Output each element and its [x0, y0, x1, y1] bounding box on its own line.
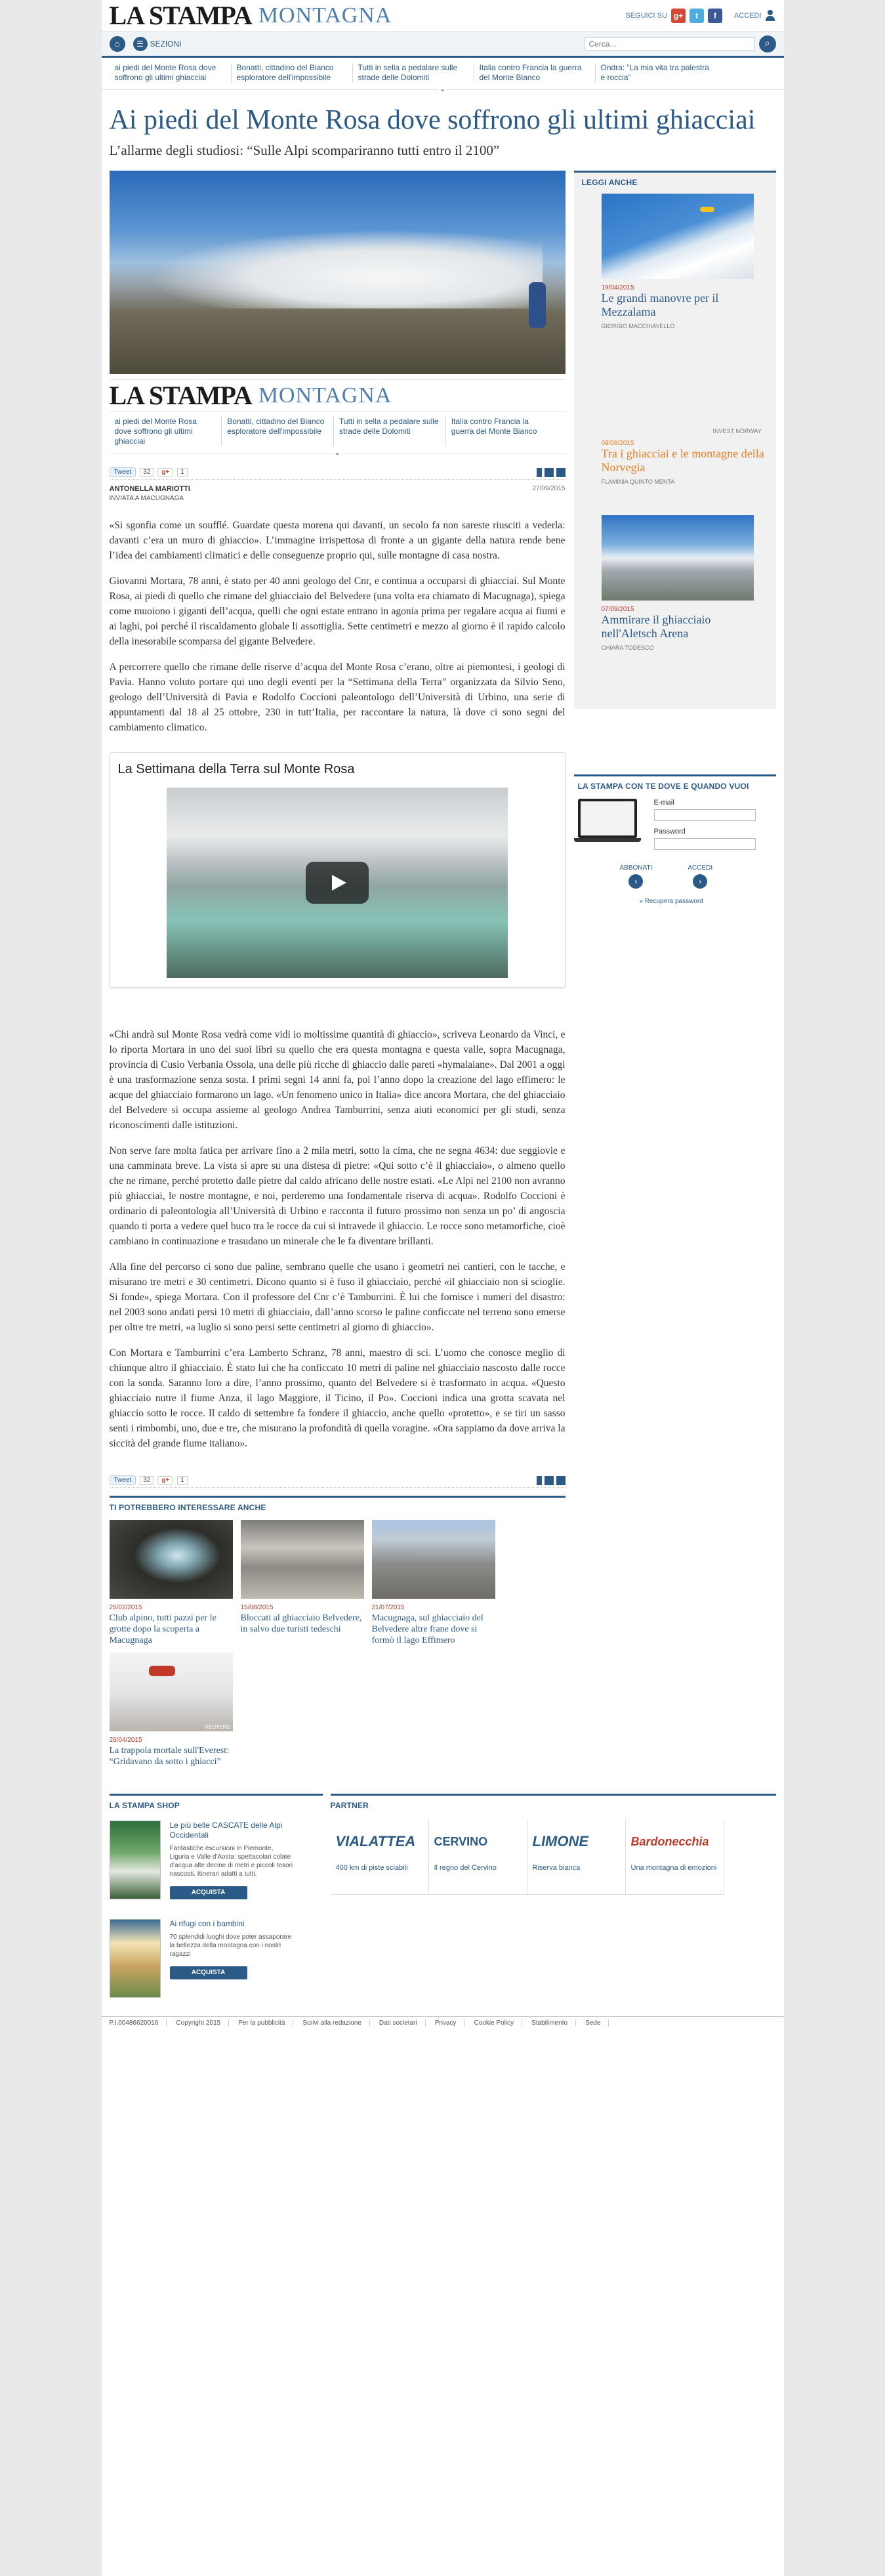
shop-item	[110, 1821, 323, 1899]
video-title: La Settimana della Terra sul Monte Rosa	[117, 762, 355, 776]
related-card[interactable]	[110, 1653, 233, 1767]
chevron-down-icon[interactable]: ⌄	[439, 84, 446, 93]
googleplus-button[interactable]: g+	[157, 1476, 173, 1485]
related-section	[110, 1496, 566, 1767]
leggi-anche-date: 07/09/2015	[601, 606, 634, 613]
googleplus-count: 1	[177, 468, 188, 476]
related-link[interactable]: Club alpino, tutti pazzi per le grotte dopo la scoperta a Macugnaga	[109, 1613, 216, 1645]
tweet-count: 32	[140, 468, 154, 476]
search-bar	[585, 35, 776, 53]
login-label: ACCEDI	[733, 11, 762, 20]
top-strip	[102, 58, 784, 93]
leggi-anche-link[interactable]: Tra i ghiacciai e le montagne della Norvegia	[601, 447, 764, 474]
partner-text[interactable]: Una montagna di emozioni	[630, 1864, 717, 1872]
partner-item[interactable]	[527, 1819, 626, 1895]
accedi-label: ACCEDI	[688, 864, 713, 872]
top-strip-item[interactable]: ai piedi del Monte Rosa dove soffrono gli ultimi ghiacciai	[114, 417, 197, 446]
partner-logo[interactable]: LIMONE	[532, 1833, 589, 1849]
logo[interactable]: LA STAMPA	[109, 1, 252, 30]
leggi-anche-item[interactable]	[582, 194, 768, 329]
top-strip-item[interactable]: ai piedi del Monte Rosa dove soffrono gli ultimi ghiacciai	[114, 63, 216, 82]
top-strip-item[interactable]: Bonatti, cittadino del Bianco esploratore dell'impossibile	[221, 417, 333, 446]
related-date: 26/04/2015	[109, 1737, 142, 1744]
twitter-icon[interactable]: t	[689, 9, 704, 23]
acquista-button[interactable]: ACQUISTA	[170, 1966, 247, 1979]
partner-item[interactable]	[429, 1819, 527, 1895]
password-field[interactable]	[654, 838, 756, 850]
sidebar	[574, 171, 776, 1767]
abbonati-link[interactable]	[620, 864, 653, 889]
main-content	[102, 171, 784, 1767]
top-strip-item[interactable]: Italia contro Francia la guerra del Monte Bianco	[474, 63, 595, 83]
login-form	[578, 799, 772, 856]
share-tools	[537, 1476, 566, 1485]
related-thumb[interactable]	[372, 1520, 495, 1599]
partner-item[interactable]	[626, 1819, 724, 1895]
related-grid	[110, 1520, 566, 1767]
navbar	[102, 32, 784, 58]
leggi-anche-author: FLAMINIA QUINTO MENTA	[601, 478, 675, 485]
follow-label: SEGUICI SU	[625, 11, 667, 20]
play-icon[interactable]	[306, 862, 369, 904]
shop-item-title[interactable]: Ai rifugi con i bambini	[169, 1919, 245, 1928]
partner-logo[interactable]: CERVINO	[434, 1834, 488, 1848]
legal-link[interactable]: Scrivi alla redazione	[302, 2019, 370, 2027]
chevron-down-icon[interactable]: ⌄	[333, 448, 341, 457]
paragraph: Alla fine del percorso ci sono due paline, sembrano quelle che usano i geometri nei cantieri, con le tacche, e misurano tre metri e 30 centimetri. Dicono quanto si è fuso il ghiacciaio, perché «il ghiacciaio non si scioglie. Si fonde», spiega Mortara. Con il professore del Cnr c’è Tamburrini. È lui che fornisce i numeri del disastro: nel 2003 sono andati persi 10 metri di ghiacciaio, dall’anno scorso le paline conficcate nel terreno sono emerse per oltre tre metri, «a luglio si sono persi sette centimetri al giorno di ghiaccio».	[109, 1261, 566, 1333]
masthead	[102, 0, 784, 32]
related-link[interactable]: Macugnaga, sul ghiacciaio del Belvedere altre frane dove si formò il lago Effimero	[371, 1613, 484, 1645]
partner-logo[interactable]: Bardonecchia	[630, 1834, 709, 1848]
shop-item	[110, 1919, 323, 1998]
article-subtitle: L’allarme degli studiosi: “Sulle Alpi scompariranno tutti entro il 2100”	[109, 142, 500, 158]
author-place: INVIATA A MACUGNAGA	[109, 495, 184, 502]
book-cover[interactable]	[110, 1821, 161, 1899]
top-strip-item[interactable]: Italia contro Francia la guerra del Monte Bianco	[445, 417, 558, 446]
password-label: Password	[653, 828, 686, 835]
chevron-right-icon[interactable]: ›	[693, 874, 707, 889]
section-name[interactable]: MONTAGNA	[258, 3, 392, 28]
legal-link[interactable]: Cookie Policy	[474, 2019, 523, 2027]
mail-icon[interactable]	[556, 468, 566, 477]
partner-text[interactable]: Il regno del Cervino	[434, 1864, 497, 1872]
leggi-anche-thumb[interactable]	[602, 515, 754, 601]
book-cover[interactable]	[110, 1919, 161, 1998]
googleplus-button[interactable]: g+	[157, 468, 173, 476]
login-link[interactable]	[734, 10, 776, 22]
login-fields	[654, 799, 756, 856]
leggi-anche-title: LEGGI ANCHE	[581, 178, 638, 187]
user-icon	[764, 10, 776, 22]
leggi-anche-item[interactable]	[582, 428, 768, 485]
logo[interactable]: LA STAMPA	[109, 381, 252, 410]
sections-menu-button[interactable]	[133, 37, 182, 51]
legal-link[interactable]: Stabilimento	[531, 2019, 576, 2027]
recover-password-link[interactable]: » Recupera password	[639, 898, 703, 905]
page	[102, 0, 784, 2576]
login-box	[574, 774, 776, 912]
email-label: E-mail	[653, 799, 674, 807]
shop-item-desc: 70 splendidi luoghi dove poter assaporare la bellezza della montagna con i nostri ragazzi	[169, 1933, 292, 1958]
shop-item-title[interactable]: Le più belle CASCATE delle Alpi Occidentali	[169, 1821, 283, 1840]
tweet-button[interactable]: Tweet	[110, 1475, 136, 1485]
share-tools	[537, 468, 566, 477]
follow-bar	[625, 9, 775, 23]
hero-image	[110, 171, 566, 374]
top-strip-item[interactable]: Ondra: “La mia vita tra palestra e roccia”	[595, 63, 716, 83]
related-link[interactable]: La trappola mortale sull'Everest: “Gridavano da sotto i ghiacci”	[109, 1746, 230, 1767]
leggi-anche-link[interactable]: Le grandi manovre per il Mezzalama	[601, 291, 719, 318]
related-date: 15/08/2015	[240, 1604, 274, 1611]
share-bar-bottom	[110, 1473, 566, 1488]
photo-credit: REUTERS	[205, 1724, 230, 1730]
related-date: 25/02/2015	[109, 1604, 142, 1611]
legal-link[interactable]: Per la pubblicità	[238, 2019, 293, 2027]
legal-link[interactable]: Sede	[585, 2019, 609, 2027]
footer-area	[102, 1794, 784, 1998]
shop-box	[110, 1794, 323, 1998]
section-name[interactable]: MONTAGNA	[258, 383, 392, 408]
googleplus-icon[interactable]: g+	[671, 9, 686, 23]
related-thumb[interactable]	[110, 1520, 233, 1599]
video-box	[110, 752, 566, 988]
shop-title: LA STAMPA SHOP	[109, 1801, 180, 1810]
sticky-top-strip	[110, 412, 566, 457]
sticky-masthead	[110, 380, 566, 412]
related-card[interactable]	[241, 1520, 364, 1646]
acquista-button[interactable]: ACQUISTA	[170, 1886, 247, 1899]
share-pill[interactable]	[537, 1476, 542, 1485]
top-strip-item[interactable]: Bonatti, cittadino del Bianco esploratore dell'impossibile	[231, 63, 352, 83]
leggi-anche-date: 09/08/2015	[601, 440, 634, 447]
sticky-header	[109, 379, 566, 457]
share-bar-top	[110, 465, 566, 480]
video-player[interactable]	[167, 788, 508, 978]
shop-item-desc: Fantastiche escursioni in Piemonte, Liguria e Valle d'Aosta: spettacolari colate d'acqua alte decine di metri e piccoli tesori nascosti. Itinerari adatti a tutti.	[169, 1845, 293, 1878]
search-input[interactable]	[585, 37, 755, 51]
article-column	[110, 171, 566, 1767]
search-icon[interactable]: ⌕	[759, 35, 776, 53]
partner-item[interactable]	[331, 1819, 429, 1895]
share-pill[interactable]	[537, 468, 542, 477]
related-link[interactable]: Bloccati al ghiacciaio Belvedere, in salvo due turisti tedeschi	[240, 1613, 362, 1634]
partner-title: PARTNER	[330, 1801, 369, 1810]
leggi-anche-author: GIORGIO MACCHIAVELLO	[601, 323, 675, 329]
paragraph: Con Mortara e Tamburrini c’era Lamberto Schranz, 78 anni, maestro di sci. L’uomo che conosce meglio di chiunque altro il ghiacciaio. È stato lui che ha conficcato 10 metri di paline nel ghiacciaio nascosto dalle rocce con la sonda. Saranno loro a dire, l’anno prossimo, quanto del Belvedere si è trasformato in acqua. «Questo ghiacciaio nutre il fiume Anza, il lago Maggiore, il Ticino, il Po». Coccioni indica una grotta scavata nel ghiaccio sotto le rocce. Il caldo di settembre fa fondere il ghiaccio, anche quello «protetto», e se tiri un sasso senti i rimbombi, uno, due e tre, che misurano la profondità di quella voragine. «Ora sappiamo da dove arriva la siccità del grande fiume italiano».	[109, 1347, 566, 1449]
menu-label: SEZIONI	[150, 39, 182, 49]
leggi-anche-thumb[interactable]	[602, 194, 754, 279]
googleplus-count: 1	[177, 1476, 188, 1485]
home-icon[interactable]: ⌂	[110, 36, 125, 52]
print-icon[interactable]	[545, 1476, 554, 1485]
top-strip-item[interactable]: Tutti in sella a pedalare sulle strade delle Dolomiti	[352, 63, 474, 83]
chevron-right-icon[interactable]: ›	[628, 874, 643, 889]
legal-footer	[102, 2016, 784, 2029]
article-body-continued	[110, 1027, 566, 1451]
partner-text[interactable]: Riserva bianca	[532, 1864, 581, 1872]
author-name[interactable]: ANTONELLA MARIOTTI	[109, 485, 190, 493]
related-title: TI POTREBBERO INTERESSARE ANCHE	[109, 1503, 266, 1512]
leggi-anche-date: 19/04/2015	[601, 284, 634, 291]
leggi-anche-box	[574, 171, 776, 709]
article-body	[110, 518, 566, 735]
related-date: 21/07/2015	[371, 1604, 405, 1611]
article-title: Ai piedi del Monte Rosa dove soffrono gli ultimi ghiacciai	[109, 105, 756, 135]
print-icon[interactable]	[545, 468, 554, 477]
publish-date: 27/09/2015	[532, 485, 566, 492]
byline	[110, 480, 566, 502]
paragraph: Giovanni Mortara, 78 anni, è stato per 40 anni geologo del Cnr, e continua a occuparsi di ghiacciai. Sul Monte Rosa, ai piedi di quello che rimane del ghiacciaio del Belvedere (una volta era chiamato di Macugnaga), spiega come muoiono i giganti dell’acqua, quelli che ogni estate entrano in agonia prima per regalare acqua ai fiumi e ai laghi, poi perché il riscaldamento globale li assottiglia. Sette centimetri e mezzo al giorno è il rapido calcolo della inesorabile scomparsa del gigante Belvedere.	[109, 576, 566, 647]
partner-logo[interactable]: VIALATTEA	[335, 1833, 416, 1849]
leggi-anche-author: CHIARA TODESCO	[601, 644, 654, 651]
menu-icon: ☰	[133, 37, 148, 51]
legal-link[interactable]: Dati societari	[379, 2019, 426, 2027]
abbonati-label: ABBONATI	[619, 864, 653, 872]
paragraph: Non serve fare molta fatica per arrivare fino a 2 mila metri, sotto la cima, che ne segna 4634: due seggiovie e una camminata breve. La vista si apre su una distesa di pietre: «Qui sotto c’è il ghiacciaio», o almeno quello che ne rimane, perché protetto dalle pietre dal caldo africano delle nostre estati. «Le Alpi nel 2100 non avranno più ghiacciai, le nostre montagne, e noi, perderemo una fondamentale riserva di acqua». Rodolfo Coccioni è ordinario di paleontologia all’Università di Urbino e racconta il futuro prossimo non senza un po’ di angoscia quando ti porta a vedere quel buco tra le rocce da cui si intravede il ghiaccio. Le rocce sono metamorfiche, cioè cambiano in continuazione e trasudano un minerale che le fa diventare brillanti.	[109, 1145, 566, 1247]
leggi-anche-item[interactable]	[582, 515, 768, 651]
login-box-title: LA STAMPA CON TE DOVE E QUANDO VUOI	[577, 782, 749, 791]
device-illustration	[578, 799, 644, 850]
partner-grid	[331, 1819, 776, 1895]
email-field[interactable]	[654, 809, 756, 821]
related-thumb[interactable]	[110, 1653, 233, 1731]
accedi-link[interactable]	[688, 864, 712, 889]
related-thumb[interactable]	[241, 1520, 364, 1599]
partner-text[interactable]: 400 km di piste sciabili	[335, 1864, 408, 1872]
partner-box	[331, 1794, 776, 1998]
tweet-button[interactable]: Tweet	[110, 467, 136, 477]
leggi-anche-link[interactable]: Ammirare il ghiacciaio nell'Aletsch Arena	[601, 613, 711, 640]
legal-item: P.I.00486620016	[110, 2019, 167, 2027]
paragraph: A percorrere quello che rimane delle riserve d’acqua del Monte Rosa c’erano, oltre ai piemontesi, i geologi di Pavia. Hanno voluto portare qui uno degli eventi per la “Settimana della Terra” organizzata da Silvio Seno, geologo dell’Università di Pavia e Rodolfo Coccioni paleontologo dell’Università di Urbino, una serie di appuntamenti dal 18 al 25 ottobre, 230 in tutt’Italia, per raccontare la natura, là dove ci sono segni del cambiamento climatico.	[109, 662, 566, 733]
related-card[interactable]	[372, 1520, 495, 1646]
legal-link[interactable]: Privacy	[435, 2019, 465, 2027]
paragraph: «Chi andrà sul Monte Rosa vedrà come vidi io moltissime quantità di ghiaccio», scriveva Leonardo da Vinci, e lo riporta Mortara in uno dei suoi libri su quello che era questa montagna e questa valle, sopra Macugnaga, provincia di Cusio Verbania Ossola, una delle più ricche di ghiaccio dalle pareti «hymalaiane». Dal 2001 a oggi è una trasformazione senza sosta. I primi segni 14 anni fa, poi l’anno dopo la creazione del lago effimero: le acque del ghiacciaio formarono un lago. «Un fenomeno unico in Italia» dice ancora Mortara, che del ghiacciaio del Belvedere si occupa assieme al geologo Andrea Tamburrini, senza aiuti economici per gli studi, senza riconoscimenti dalle istituzioni.	[109, 1029, 566, 1131]
mail-icon[interactable]	[556, 1476, 566, 1485]
legal-item: Copyright 2015	[176, 2019, 229, 2027]
facebook-icon[interactable]: f	[708, 9, 722, 23]
login-actions	[620, 864, 772, 889]
related-card[interactable]	[110, 1520, 233, 1646]
tweet-count: 32	[140, 1476, 154, 1485]
top-strip-item[interactable]: Tutti in sella a pedalare sulle strade delle Dolomiti	[333, 417, 445, 446]
paragraph: «Si sgonfia come un soufflé. Guardate questa morena qui davanti, un secolo fa non sareste riusciti a vederla: davanti c’era un muro di ghiaccio». L’immagine irrispettosa di fronte a un gigante della natura rende bene l’idea dei cambiamenti climatici e delle conseguenze proprio qui, sulle montagne di casa nostra.	[109, 520, 566, 561]
sponsor-tag: INVEST NORWAY	[712, 428, 762, 434]
